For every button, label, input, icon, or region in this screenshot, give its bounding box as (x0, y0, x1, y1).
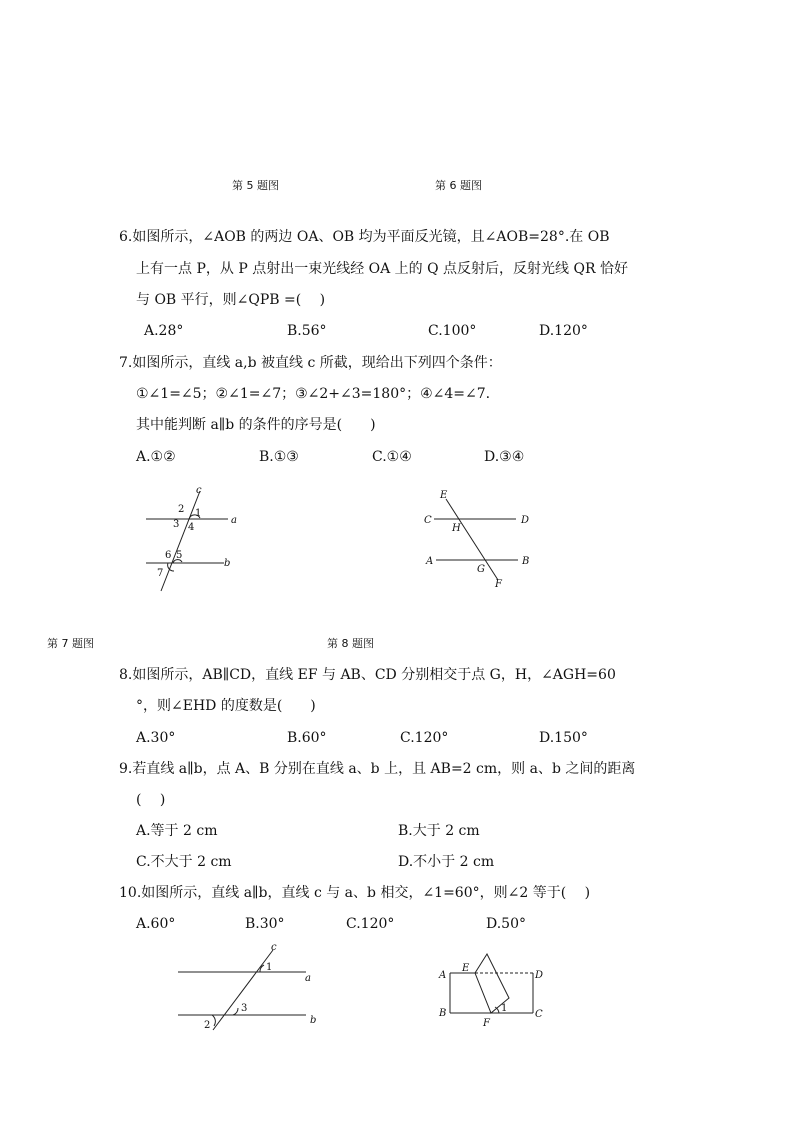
point-f-label: F (495, 579, 502, 590)
point-a-label: A (426, 556, 434, 567)
option-d: D.不小于 2 cm (398, 854, 495, 870)
point-e-label: E (440, 490, 448, 501)
question-text: ( ) (136, 792, 166, 808)
angle-label-3: 3 (241, 1003, 248, 1014)
option-d: D.120° (539, 323, 588, 339)
point-e-label: E (462, 963, 470, 974)
option-b: B.大于 2 cm (398, 823, 480, 839)
angle-label-1: 1 (195, 508, 202, 519)
point-b-label: B (439, 1008, 447, 1019)
question-text: 6.如图所示，∠AOB 的两边 OA、OB 均为平面反光镜，且∠AOB=28°.在 OB (119, 229, 610, 245)
angle-label-6: 6 (165, 550, 172, 561)
point-g-label: G (477, 564, 485, 575)
angle-label-2: 2 (178, 504, 185, 515)
point-b-label: B (522, 556, 530, 567)
figure-10-parallel-lines (170, 940, 330, 1035)
figure-6-caption: 第 6 题图 (435, 179, 482, 192)
option-b: B.①③ (259, 449, 299, 465)
line-b-label: b (224, 558, 231, 569)
question-text: 其中能判断 a∥b 的条件的序号是( ) (136, 417, 376, 433)
point-c-label: C (535, 1009, 543, 1020)
question-text: 7.如图所示，直线 a,b 被直线 c 所截，现给出下列四个条件： (119, 355, 502, 371)
option-b: B.30° (245, 916, 285, 932)
option-c: C.120° (346, 916, 395, 932)
figure-8-diagram (420, 487, 540, 592)
question-text: °，则∠EHD 的度数是( ) (136, 698, 316, 714)
angle-label-2: 2 (204, 1020, 211, 1031)
question-text: 9.若直线 a∥b，点 A、B 分别在直线 a、b 上，且 AB=2 cm，则 a、b 之间的距离 (119, 761, 636, 777)
line-b-label: b (310, 1015, 317, 1026)
option-a: A.等于 2 cm (136, 823, 218, 839)
option-d: D.③④ (484, 449, 525, 465)
point-d-label: D (521, 515, 530, 526)
point-d-label: D (535, 970, 544, 981)
option-b: B.56° (287, 323, 327, 339)
question-text: 8.如图所示，AB∥CD，直线 EF 与 AB、CD 分别相交于点 G，H，∠AGH=60 (119, 667, 616, 683)
option-a: A.①② (136, 449, 176, 465)
question-text: 与 OB 平行，则∠QPB =( ) (136, 292, 326, 308)
angle-label-1: 1 (266, 962, 273, 973)
option-c: C.①④ (372, 449, 412, 465)
option-b: B.60° (287, 730, 327, 746)
figure-8-caption: 第 8 题图 (327, 637, 374, 650)
line-a-label: a (305, 973, 311, 984)
point-a-label: A (439, 970, 447, 981)
option-c: C.100° (428, 323, 477, 339)
option-c: C.120° (400, 730, 449, 746)
question-text: ①∠1=∠5；②∠1=∠7；③∠2+∠3=180°；④∠4=∠7. (136, 386, 491, 402)
question-text: 10.如图所示，直线 a∥b，直线 c 与 a、b 相交，∠1=60°，则∠2 等于( ) (119, 885, 591, 901)
figure-10-folded-rectangle (435, 950, 550, 1030)
figure-7-caption: 第 7 题图 (47, 637, 94, 650)
angle-label-3: 3 (173, 519, 180, 530)
option-c: C.不大于 2 cm (136, 854, 232, 870)
line-c-label: c (271, 942, 277, 953)
angle-label-1: 1 (501, 1003, 508, 1014)
angle-label-4: 4 (188, 522, 195, 533)
option-d: D.50° (486, 916, 526, 932)
line-a-label: a (231, 515, 237, 526)
angle-label-7: 7 (157, 568, 164, 579)
line-c-label: c (196, 485, 202, 496)
angle-label-5: 5 (176, 550, 183, 561)
point-c-label: C (424, 515, 432, 526)
option-a: A.30° (136, 730, 176, 746)
option-a: A.60° (136, 916, 176, 932)
point-f-label: F (483, 1018, 490, 1029)
question-text: 上有一点 P，从 P 点射出一束光线经 OA 上的 Q 点反射后，反射光线 QR 恰好 (136, 261, 628, 277)
option-d: D.150° (539, 730, 588, 746)
point-h-label: H (452, 523, 461, 534)
option-a: A.28° (144, 323, 184, 339)
figure-5-caption: 第 5 题图 (232, 179, 279, 192)
figure-7-diagram (140, 483, 250, 595)
